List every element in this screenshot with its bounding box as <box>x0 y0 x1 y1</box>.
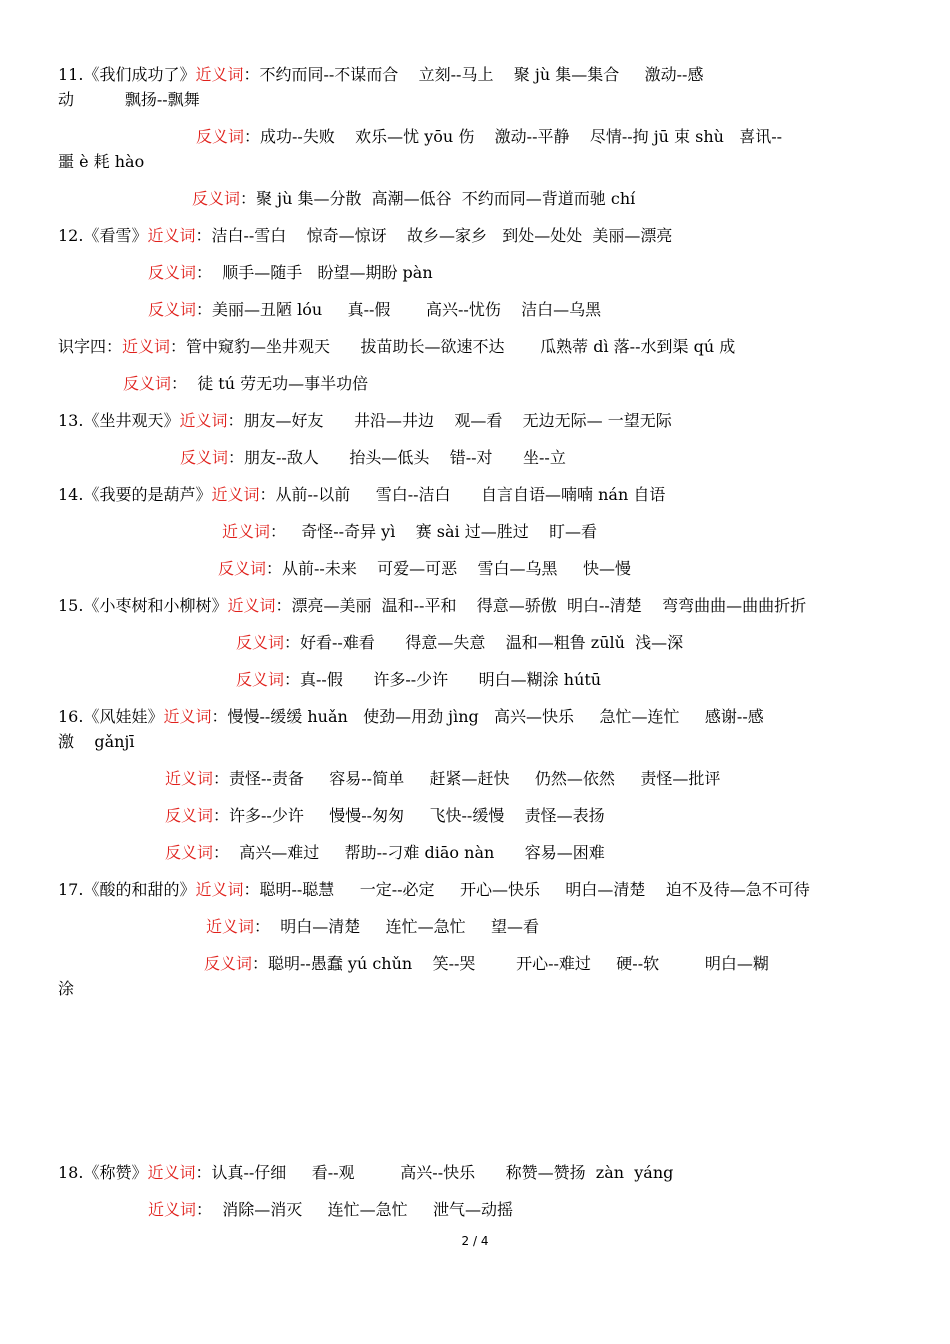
page-number: 2 / 4 <box>461 1234 489 1248</box>
line-text: ：朋友—好友 井沿—井边 观—看 无边无际— 一望无际 <box>227 411 672 430</box>
text-line <box>58 336 735 358</box>
term-label: 近义词 <box>122 337 171 356</box>
text-line <box>218 558 631 580</box>
line-text: ： 奇怪--奇异 yì 赛 sài 过—胜过 盯—看 <box>270 522 598 541</box>
text-line <box>58 706 764 728</box>
line-text: ：美丽—丑陋 lóu 真--假 高兴--忧伤 洁白—乌黑 <box>196 300 602 319</box>
line-text: ：不约而同--不谋而合 立刻--马上 聚 jù 集—集合 激动--感 <box>243 65 704 84</box>
line-text: ： 徒 tú 劳无功—事半功倍 <box>171 374 369 393</box>
text-line <box>148 262 433 284</box>
text-line <box>123 373 368 395</box>
term-label: 反义词 <box>196 127 245 146</box>
term-label: 反义词 <box>165 843 214 862</box>
term-label: 反义词 <box>180 448 229 467</box>
line-text: 15.《小枣树和小柳树》 <box>58 596 228 615</box>
line-text: ： 高兴—难过 帮助--刁难 diāo nàn 容易—困难 <box>213 843 605 862</box>
text-line <box>58 484 665 506</box>
line-text: ：从前--未来 可爱—可恶 雪白—乌黑 快—慢 <box>266 559 631 578</box>
line-text: 动 飘扬--飘舞 <box>58 90 200 109</box>
line-text: 17.《酸的和甜的》 <box>58 880 196 899</box>
line-text: ：聪明--聪慧 一定--必定 开心—快乐 明白—清楚 迫不及待—急不可待 <box>243 880 810 899</box>
term-label: 反义词 <box>218 559 267 578</box>
line-text: ： 顺手—随手 盼望—期盼 pàn <box>196 263 433 282</box>
term-label: 近义词 <box>222 522 271 541</box>
text-line <box>192 188 635 210</box>
term-label: 反义词 <box>148 263 197 282</box>
term-label: 反义词 <box>236 633 285 652</box>
term-label: 近义词 <box>147 1163 196 1182</box>
line-text: ：朋友--敌人 抬头—低头 错--对 坐--立 <box>228 448 566 467</box>
text-line <box>222 521 597 543</box>
term-label: 近义词 <box>179 411 228 430</box>
text-line <box>58 64 703 86</box>
term-label: 近义词 <box>227 596 276 615</box>
term-label: 近义词 <box>211 485 260 504</box>
line-text: 13.《坐井观天》 <box>58 411 180 430</box>
text-line <box>58 225 672 247</box>
line-text: 11.《我们成功了》 <box>58 65 196 84</box>
text-line <box>58 978 74 1000</box>
line-text: 噩 è 耗 hào <box>58 152 145 171</box>
line-text: 涂 <box>58 979 75 998</box>
line-text: ： 消除—消灭 连忙—急忙 泄气—动摇 <box>196 1200 514 1219</box>
term-label: 近义词 <box>195 880 244 899</box>
line-text: ：从前--以前 雪白--洁白 自言自语—喃喃 nán 自语 <box>259 485 666 504</box>
text-line <box>165 805 605 827</box>
term-label: 反义词 <box>165 806 214 825</box>
line-text: ：聪明--愚蠢 yú chǔn 笑--哭 开心--难过 硬--软 明白—糊 <box>252 954 769 973</box>
term-label: 反义词 <box>192 189 241 208</box>
line-text: 14.《我要的是葫芦》 <box>58 485 212 504</box>
text-line <box>148 1199 513 1221</box>
line-text: ：责怪--责备 容易--简单 赶紧—赶快 仍然—依然 责怪—批评 <box>213 769 721 788</box>
text-line <box>165 842 605 864</box>
text-line <box>58 1162 673 1184</box>
term-label: 反义词 <box>148 300 197 319</box>
line-text: ：许多--少许 慢慢--匆匆 飞快--缓慢 责怪—表扬 <box>213 806 605 825</box>
line-text: ： 明白—清楚 连忙—急忙 望—看 <box>254 917 540 936</box>
text-line <box>206 916 539 938</box>
term-label: 近义词 <box>195 65 244 84</box>
term-label: 反义词 <box>236 670 285 689</box>
line-text: ：漂亮—美丽 温和--平和 得意—骄傲 明白--清楚 弯弯曲曲—曲曲折折 <box>275 596 807 615</box>
term-label: 近义词 <box>163 707 212 726</box>
line-text: 12.《看雪》 <box>58 226 148 245</box>
line-text: ：认真--仔细 看--观 高兴--快乐 称赞—赞扬 zàn yáng <box>195 1163 674 1182</box>
line-text: ：成功--失败 欢乐—忧 yōu 伤 激动--平静 尽情--拘 jū 束 shù 喜讯-- <box>244 127 783 146</box>
term-label: 反义词 <box>204 954 253 973</box>
text-line <box>180 447 566 469</box>
term-label: 反义词 <box>123 374 172 393</box>
text-line <box>58 595 806 617</box>
term-label: 近义词 <box>147 226 196 245</box>
term-label: 近义词 <box>206 917 255 936</box>
line-text: ：真--假 许多--少许 明白—糊涂 hútū <box>284 670 602 689</box>
term-label: 近义词 <box>148 1200 197 1219</box>
text-line <box>148 299 601 321</box>
text-line <box>58 731 135 753</box>
line-text: ：管中窥豹—坐井观天 拔苗助长—欲速不达 瓜熟蒂 dì 落--水到渠 qú 成 <box>170 337 736 356</box>
line-text: 识字四： <box>58 337 123 356</box>
text-line <box>196 126 782 148</box>
line-text: ：慢慢--缓缓 huǎn 使劲—用劲 jìng 高兴—快乐 急忙—连忙 感谢--感 <box>211 707 764 726</box>
text-line <box>58 151 144 173</box>
term-label: 近义词 <box>165 769 214 788</box>
line-text: 激 gǎnjī <box>58 732 135 751</box>
text-line <box>236 632 683 654</box>
line-text: ：聚 jù 集—分散 高潮—低谷 不约而同—背道而驰 chí <box>240 189 636 208</box>
text-line <box>165 768 720 790</box>
text-line <box>58 410 672 432</box>
line-text: 16.《风娃娃》 <box>58 707 164 726</box>
text-line <box>58 879 810 901</box>
text-line <box>58 89 200 111</box>
line-text: ：好看--难看 得意—失意 温和—粗鲁 zūlǔ 浅—深 <box>284 633 684 652</box>
line-text: ：洁白--雪白 惊奇—惊讶 故乡—家乡 到处—处处 美丽—漂亮 <box>195 226 673 245</box>
text-line <box>236 669 601 691</box>
line-text: 18.《称赞》 <box>58 1163 148 1182</box>
text-line <box>204 953 769 975</box>
